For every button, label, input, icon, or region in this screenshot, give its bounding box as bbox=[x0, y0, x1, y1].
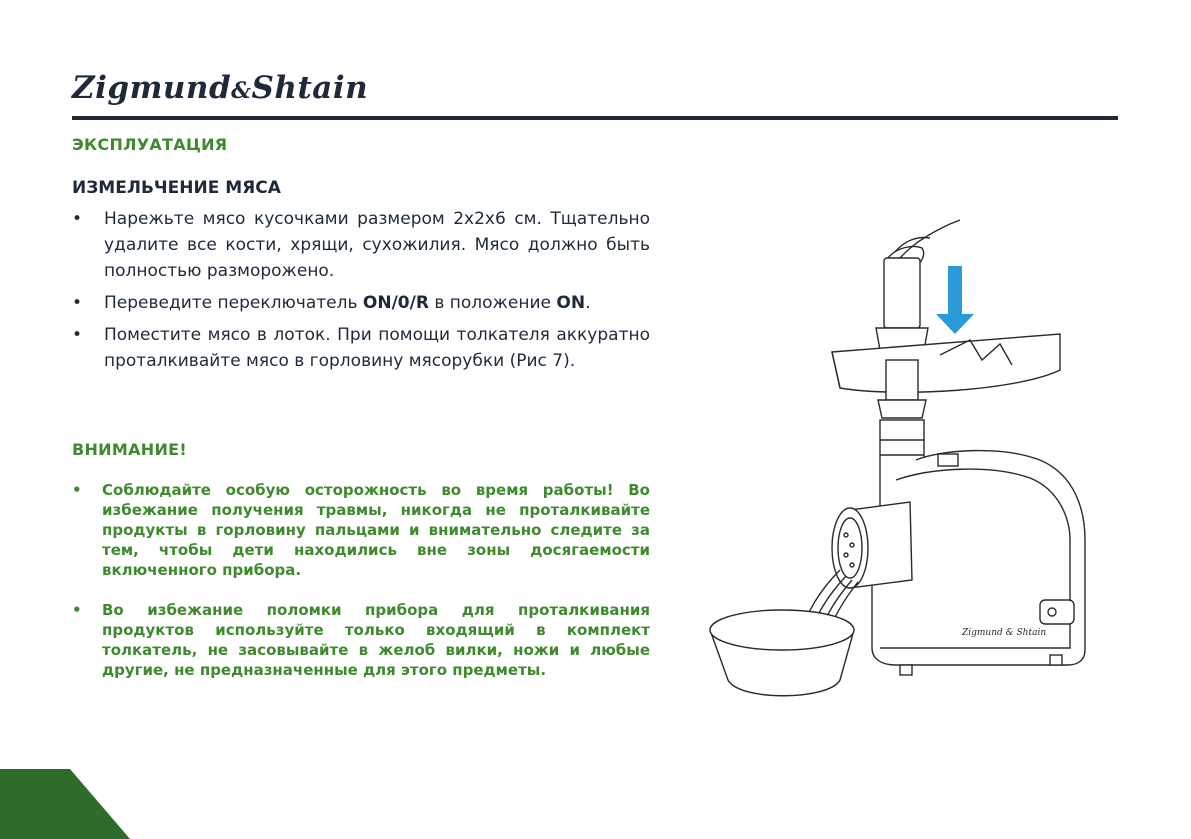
list-item bbox=[72, 322, 650, 374]
warning-title: ВНИМАНИЕ! bbox=[72, 440, 187, 459]
down-arrow-icon bbox=[936, 266, 974, 334]
list-item bbox=[72, 290, 650, 316]
section-title: ЭКСПЛУАТАЦИЯ bbox=[72, 135, 228, 154]
steps-list bbox=[72, 206, 650, 380]
list-item: • Во избежание поломки прибора для проталкивания продуктов используйте только входящий в комплект толкатель, не засовывайте в желоб вилки, ножи и любые другие, не предназначенные для этого предметы. bbox=[72, 600, 650, 680]
position-label: ON bbox=[556, 293, 586, 313]
step-text: Нарежьте мясо кусочками размером 2х2х6 см. Тщательно удалите все кости, хрящи, сухожилия. Мясо должно быть полностью разморожено. bbox=[104, 209, 650, 281]
device-brand-label: Zigmund & Shtain bbox=[962, 628, 1047, 638]
meat-grinder-illustration bbox=[700, 210, 1100, 710]
warnings-list bbox=[72, 480, 650, 700]
list-item bbox=[72, 206, 650, 284]
step-text: Поместите мясо в лоток. При помощи толкателя аккуратно проталкивайте мясо в горловину мясорубки (Рис 7). bbox=[104, 325, 650, 371]
brand-name-right: Shtain bbox=[251, 70, 369, 106]
tray-icon bbox=[832, 334, 1060, 392]
header-rule bbox=[72, 116, 1118, 120]
switch-icon bbox=[1040, 600, 1074, 624]
step-text-post: . bbox=[585, 293, 591, 313]
corner-decoration bbox=[0, 769, 130, 839]
brand-ampersand: & bbox=[231, 78, 252, 104]
subheading: ИЗМЕЛЬЧЕНИЕ МЯСА bbox=[72, 178, 281, 198]
brand-logo bbox=[72, 70, 368, 106]
switch-label: ON/0/R bbox=[362, 293, 429, 313]
brand-name-left: Zigmund bbox=[72, 70, 232, 106]
pusher-icon bbox=[884, 258, 920, 328]
list-item: • Соблюдайте особую осторожность во время работы! Во избежание получения травмы, никогда не проталкивайте продукты в горловину пальцами и внимательно следите за тем, чтобы дети находились вне зоны досягаемости включенного прибора. bbox=[72, 480, 650, 580]
step-text-mid: в положение bbox=[428, 293, 557, 313]
step-text-pre: Переведите переключатель bbox=[104, 293, 363, 313]
